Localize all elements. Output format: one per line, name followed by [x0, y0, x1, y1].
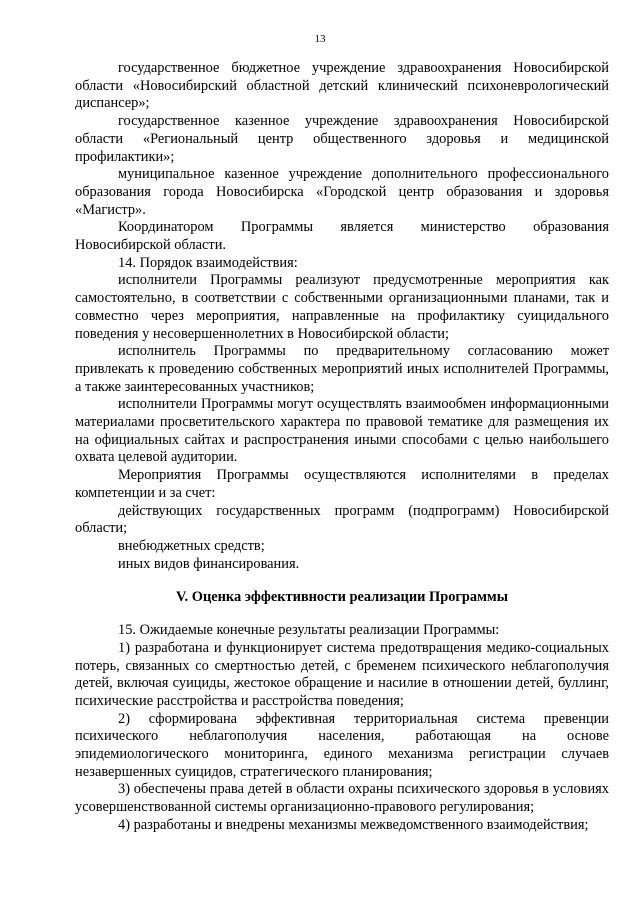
- page-number: 13: [314, 33, 326, 45]
- paragraph-coordinator: Координатором Программы является министерство образования Новосибирской области.: [75, 219, 609, 254]
- paragraph-result-2: 2) сформирована эффективная территориальная система превенции психического неблагополучия населения, работающая на основе эпидемиологического мониторинга, единого механизма регистрации случаев незавершенных суицидов, стратегического планирования;: [75, 710, 609, 780]
- paragraph-funding-offbudget: внебюджетных средств;: [118, 537, 265, 554]
- paragraph-result-1: 1) разработана и функционирует система предотвращения медико-социальных потерь, связанных со смертностью детей, с бременем психического неблагополучия детей, включая суициды, жестокое обращение и насилие в отношении детей, буллинг, психические расстройства и расстройства поведения;: [75, 639, 609, 709]
- paragraph-item-15: 15. Ожидаемые конечные результаты реализации Программы:: [118, 622, 500, 639]
- paragraph-institution-prevention-center: государственное казенное учреждение здравоохранения Новосибирской области «Региональный центр общественного здоровья и медицинской профилактики»;: [75, 113, 609, 165]
- paragraph-result-3: 3) обеспечены права детей в области охраны психического здоровья в условиях усовершенствованной системы организационно-правового регулирования;: [75, 781, 609, 816]
- paragraph-institution-magistr: муниципальное казенное учреждение дополнительного профессионального образования города Новосибирска «Городской центр образования и здоровья «Магистр».: [75, 166, 609, 218]
- document-body: [75, 60, 609, 835]
- paragraph-executors-exchange: исполнители Программы могут осуществлять взаимообмен информационными материалами просветительского характера по правовой тематике для размещения их на официальных сайтах и распространения иными способами с целью наибольшего охвата целевой аудитории.: [75, 396, 609, 466]
- paragraph-funding-intro: Мероприятия Программы осуществляются исполнителями в пределах компетенции и за счет:: [75, 467, 609, 501]
- paragraph-executors-implement: исполнители Программы реализуют предусмотренные мероприятия как самостоятельно, в соответствии с собственными организационными планами, так и совместно через мероприятия, направленные на профилактику суицидального поведения у несовершеннолетних в Новосибирской области;: [75, 272, 609, 342]
- paragraph-funding-programs: действующих государственных программ (подпрограмм) Новосибирской области;: [75, 502, 609, 537]
- paragraph-result-4: 4) разработаны и внедрены механизмы межведомственного взаимодействия;: [118, 816, 589, 833]
- paragraph-institution-dispensary: государственное бюджетное учреждение здравоохранения Новосибирской области «Новосибирский областной детский клинический психоневрологический диспансер»;: [75, 60, 609, 112]
- paragraph-funding-other: иных видов финансирования.: [118, 555, 300, 572]
- section-heading: V. Оценка эффективности реализации Программы: [176, 589, 508, 606]
- paragraph-item-14: 14. Порядок взаимодействия:: [118, 254, 298, 271]
- paragraph-executor-involve: исполнитель Программы по предварительному согласованию может привлекать к проведению собственных мероприятий иных исполнителей Программы, а также заинтересованных участников;: [75, 343, 609, 395]
